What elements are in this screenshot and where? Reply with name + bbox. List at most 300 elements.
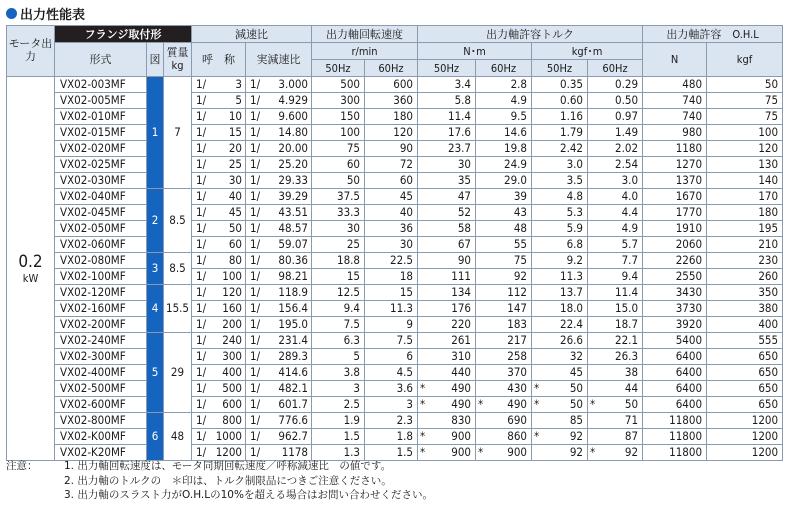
- nominal-ratio-value: 240: [222, 332, 243, 347]
- actual-ratio-cell: [246, 205, 312, 221]
- ohl-kgf-value: 75: [764, 92, 779, 107]
- table-row: [7, 285, 783, 301]
- speed-60hz-value: 6: [406, 348, 414, 363]
- ohl-kgf-cell: [707, 365, 783, 381]
- torque-nm-50hz-cell: [418, 125, 476, 141]
- speed-60hz-value: 1.5: [396, 444, 414, 459]
- model-name: VX02-040MF: [60, 188, 126, 203]
- actual-ratio-cell: [246, 189, 312, 205]
- nominal-ratio-value: 60: [228, 236, 243, 251]
- ratio-prefix: 1/: [196, 124, 207, 139]
- speed-60hz-value: 120: [393, 124, 414, 139]
- nominal-ratio-value: 10: [228, 108, 243, 123]
- ohl-n-value: 11800: [669, 428, 703, 443]
- section-title-text: 出力性能表: [20, 8, 86, 23]
- figure-number: 6: [151, 428, 159, 443]
- speed-60hz-value: 22.5: [389, 252, 414, 267]
- table-row: [7, 173, 783, 189]
- torque-nm-50hz-value: 900: [451, 444, 472, 459]
- ratio-prefix: 1/: [196, 220, 207, 235]
- ohl-kgf-cell: [707, 205, 783, 221]
- speed-60hz-cell: [365, 109, 418, 125]
- torque-nm-50hz-value: 67: [457, 236, 472, 251]
- speed-60hz-cell: [365, 125, 418, 141]
- model-cell: [55, 285, 147, 301]
- nominal-ratio-cell: [192, 301, 246, 317]
- ohl-kgf-header: kgf: [707, 43, 783, 77]
- nominal-ratio-value: 1000: [215, 428, 243, 443]
- torque-nm-50hz-cell: [418, 253, 476, 269]
- torque-nm-50hz-value: 490: [451, 380, 472, 395]
- ratio-prefix: 1/: [196, 76, 207, 91]
- torque-kgf-60hz-value: 87: [624, 428, 639, 443]
- speed-50hz-value: 3: [353, 380, 361, 395]
- ratio-prefix: 1/: [196, 252, 207, 267]
- torque-nm-50hz-cell: [418, 205, 476, 221]
- speed-60hz-value: 7.5: [396, 332, 414, 347]
- torque-nm-60hz-value: 48: [513, 220, 528, 235]
- figure-cell: [147, 253, 164, 285]
- torque-nm-50hz-value: 111: [451, 268, 472, 283]
- actual-ratio-cell: [246, 333, 312, 349]
- torque-kgf-50hz-cell: [532, 109, 588, 125]
- torque-nm-50hz-value: 58: [457, 220, 472, 235]
- speed-50hz-value: 33.3: [336, 204, 361, 219]
- torque-kgf-60hz-value: 26.3: [615, 348, 639, 363]
- actual-ratio-value: 4.929: [278, 92, 309, 107]
- torque-kgf-60hz-cell: [588, 333, 643, 349]
- nominal-ratio-cell: [192, 285, 246, 301]
- speed-50hz-cell: [312, 93, 365, 109]
- torque-limit-mark: *: [478, 396, 484, 411]
- speed-50hz-cell: [312, 349, 365, 365]
- motor-output-header: モータ出力: [7, 26, 55, 77]
- actual-ratio-value: 156.4: [278, 300, 309, 315]
- notes: [6, 459, 433, 503]
- torque-nm-60hz-cell: [476, 77, 532, 93]
- note-row: [6, 459, 433, 474]
- ohl-n-cell: [643, 381, 707, 397]
- torque-kgf-50hz-cell: [532, 237, 588, 253]
- ohl-kgf-value: 170: [758, 188, 779, 203]
- torque-kgf-60hz-cell: [588, 237, 643, 253]
- actual-ratio-value: 482.1: [278, 380, 309, 395]
- torque-kgf-60hz-cell: [588, 317, 643, 333]
- ratio-prefix: 1/: [250, 124, 261, 139]
- torque-kgf-50hz-cell: [532, 269, 588, 285]
- speed-60hz-cell: [365, 429, 418, 445]
- torque-nm-50hz-value: 17.6: [447, 124, 472, 139]
- table-row: [7, 381, 783, 397]
- table-row: [7, 333, 783, 349]
- torque-kgf-50hz-value: 0.35: [559, 76, 584, 91]
- motor-output-cell: [7, 77, 55, 461]
- torque-kgf-60hz-cell: [588, 301, 643, 317]
- actual-ratio-cell: [246, 381, 312, 397]
- speed-unit-header: r/min: [312, 43, 418, 60]
- torque-nm-60hz-cell: [476, 221, 532, 237]
- speed-50hz-cell: [312, 269, 365, 285]
- nominal-ratio-value: 800: [222, 412, 243, 427]
- speed-60hz-value: 11.3: [389, 300, 414, 315]
- ohl-n-value: 1180: [675, 140, 703, 155]
- model-cell: [55, 93, 147, 109]
- model-cell: [55, 157, 147, 173]
- model-cell: [55, 333, 147, 349]
- torque-nm-50hz-value: 52: [457, 204, 472, 219]
- torque-nm-50hz-cell: [418, 189, 476, 205]
- torque-kgf-50hz-cell: [532, 141, 588, 157]
- nominal-ratio-cell: [192, 125, 246, 141]
- mass-cell: [164, 285, 192, 333]
- actual-ratio-value: 776.6: [278, 412, 309, 427]
- ohl-kgf-cell: [707, 253, 783, 269]
- speed-60hz-cell: [365, 189, 418, 205]
- speed-60hz-value: 600: [393, 76, 414, 91]
- torque-kgf-60hz-value: 18.7: [615, 316, 639, 331]
- speed-50hz-cell: [312, 285, 365, 301]
- model-name: VX02-K00MF: [60, 428, 126, 443]
- section-title: [6, 4, 85, 23]
- torque-nm-60hz-value: 19.8: [503, 140, 528, 155]
- torque-nm-60hz-value: 147: [507, 300, 528, 315]
- torque-kgf-50hz-cell: [532, 413, 588, 429]
- speed-50hz-value: 2.5: [343, 396, 361, 411]
- model-name: VX02-025MF: [60, 156, 126, 171]
- model-name: VX02-200MF: [60, 316, 126, 331]
- speed-60hz-cell: [365, 381, 418, 397]
- model-name: VX02-240MF: [60, 332, 126, 347]
- model-name: VX02-050MF: [60, 220, 126, 235]
- speed-50hz-cell: [312, 301, 365, 317]
- torque-kgf-60hz-value: 2.54: [615, 156, 639, 171]
- nominal-ratio-value: 20: [228, 140, 243, 155]
- torque-kgf-50hz-cell: [532, 157, 588, 173]
- torque-nm-50hz-cell: [418, 365, 476, 381]
- actual-ratio-value: 20.00: [278, 140, 309, 155]
- table-row: [7, 205, 783, 221]
- actual-ratio-cell: [246, 413, 312, 429]
- ratio-prefix: 1/: [250, 188, 261, 203]
- nominal-ratio-value: 400: [222, 364, 243, 379]
- speed-50hz-value: 300: [340, 92, 361, 107]
- speed-60hz-value: 360: [393, 92, 414, 107]
- torque-nm-50hz-cell: [418, 77, 476, 93]
- ratio-prefix: 1/: [250, 204, 261, 219]
- ohl-kgf-cell: [707, 93, 783, 109]
- torque-limit-mark: *: [420, 380, 426, 395]
- torque-nm-60hz-value: 370: [507, 364, 528, 379]
- torque-kgf-60hz-cell: [588, 381, 643, 397]
- model-name: VX02-100MF: [60, 268, 126, 283]
- model-name: VX02-120MF: [60, 284, 126, 299]
- ohl-n-cell: [643, 109, 707, 125]
- table-row: [7, 365, 783, 381]
- ohl-kgf-cell: [707, 429, 783, 445]
- model-name: VX02-003MF: [60, 76, 126, 91]
- model-cell: [55, 269, 147, 285]
- nominal-ratio-cell: [192, 189, 246, 205]
- speed-50hz-value: 7.5: [343, 316, 361, 331]
- torque-nm-50hz-cell: [418, 413, 476, 429]
- mass-label: 質量: [166, 45, 189, 59]
- speed-50hz-cell: [312, 109, 365, 125]
- ratio-prefix: 1/: [250, 380, 261, 395]
- ohl-n-cell: [643, 157, 707, 173]
- torque-kgf-50hz-value: 2.42: [559, 140, 584, 155]
- speed-50hz-value: 500: [340, 76, 361, 91]
- nominal-ratio-value: 45: [228, 204, 243, 219]
- torque-kgf-60hz-cell: [588, 365, 643, 381]
- speed-60hz-cell: [365, 365, 418, 381]
- speed-60hz-value: 36: [399, 220, 414, 235]
- ohl-n-value: 6400: [675, 380, 703, 395]
- model-cell: [55, 317, 147, 333]
- ohl-kgf-value: 195: [758, 220, 779, 235]
- ohl-n-cell: [643, 93, 707, 109]
- torque-kgf-50hz-cell: [532, 173, 588, 189]
- speed-60hz-value: 72: [399, 156, 414, 171]
- actual-ratio-value: 231.4: [278, 332, 309, 347]
- speed-50hz-cell: [312, 141, 365, 157]
- torque-kgf-50hz-value: 4.8: [566, 188, 584, 203]
- torque-kgf-50hz-value: 26.6: [559, 332, 584, 347]
- ratio-prefix: 1/: [250, 76, 261, 91]
- ohl-n-cell: [643, 125, 707, 141]
- torque-nm-50hz-cell: [418, 141, 476, 157]
- torque-kgf-50hz-cell: [532, 189, 588, 205]
- torque-nm-50hz-value: 47: [457, 188, 472, 203]
- nominal-ratio-value: 160: [222, 300, 243, 315]
- speed-60hz-cell: [365, 93, 418, 109]
- nominal-ratio-cell: [192, 269, 246, 285]
- torque-nm-60hz-cell: [476, 445, 532, 461]
- torque-nm-60hz-cell: [476, 381, 532, 397]
- ohl-n-header: N: [643, 43, 707, 77]
- table-row: [7, 141, 783, 157]
- ratio-prefix: 1/: [250, 300, 261, 315]
- actual-ratio-value: 98.21: [278, 268, 309, 283]
- speed-60hz-value: 1.8: [396, 428, 414, 443]
- torque-nm-50hz-cell: [418, 429, 476, 445]
- torque-kgf-60hz-cell: [588, 445, 643, 461]
- model-cell: [55, 413, 147, 429]
- model-cell: [55, 253, 147, 269]
- speed-50hz-value: 50: [346, 172, 361, 187]
- ohl-kgf-cell: [707, 381, 783, 397]
- torque-nm-60hz-value: 14.6: [503, 124, 528, 139]
- ratio-prefix: 1/: [196, 204, 207, 219]
- ratio-prefix: 1/: [250, 412, 261, 427]
- table-row: [7, 93, 783, 109]
- nominal-ratio-cell: [192, 397, 246, 413]
- ohl-kgf-cell: [707, 301, 783, 317]
- speed-60hz-cell: [365, 157, 418, 173]
- speed-50hz-value: 15: [346, 268, 361, 283]
- speed-50hz-value: 3.8: [343, 364, 361, 379]
- torque-nm-60hz-value: 2.8: [510, 76, 528, 91]
- torque-kgf-header: kgf･m: [532, 43, 643, 60]
- nominal-ratio-cell: [192, 221, 246, 237]
- ohl-kgf-cell: [707, 157, 783, 173]
- torque-nm-60hz-value: 217: [507, 332, 528, 347]
- speed-50hz-cell: [312, 221, 365, 237]
- torque-nm-60hz-cell: [476, 237, 532, 253]
- torque-nm-60hz-value: 112: [507, 284, 528, 299]
- torque-nm-60hz-value: 690: [507, 412, 528, 427]
- mass-value: 7: [174, 124, 181, 139]
- speed-50hz-value: 75: [346, 140, 361, 155]
- actual-ratio-header: 実減速比: [246, 43, 312, 77]
- actual-ratio-cell: [246, 253, 312, 269]
- torque-kgf-50hz-cell: [532, 253, 588, 269]
- torque-nm-60hz-cell: [476, 365, 532, 381]
- torque-nm-60hz-cell: [476, 173, 532, 189]
- nominal-ratio-cell: [192, 77, 246, 93]
- ohl-n-value: 1370: [675, 172, 703, 187]
- torque-nm-60hz-cell: [476, 109, 532, 125]
- actual-ratio-cell: [246, 109, 312, 125]
- ratio-prefix: 1/: [250, 140, 261, 155]
- torque-nm-50hz-value: 900: [451, 428, 472, 443]
- ohl-n-value: 1770: [675, 204, 703, 219]
- ohl-kgf-cell: [707, 349, 783, 365]
- speed-50hz-value: 60: [346, 156, 361, 171]
- torque-nm-60hz-cell: [476, 429, 532, 445]
- model-name: VX02-500MF: [60, 380, 126, 395]
- nominal-header: 呼 称: [192, 43, 246, 77]
- torque-nm-60hz-cell: [476, 141, 532, 157]
- motor-output-value: 0.2: [18, 251, 43, 272]
- actual-ratio-cell: [246, 173, 312, 189]
- ohl-n-cell: [643, 173, 707, 189]
- actual-ratio-value: 1178: [281, 444, 309, 459]
- mass-value: 8.5: [169, 212, 186, 227]
- ratio-prefix: 1/: [196, 236, 207, 251]
- torque-nm-50hz-value: 134: [451, 284, 472, 299]
- ratio-prefix: 1/: [196, 284, 207, 299]
- figure-cell: [147, 413, 164, 461]
- torque-nm-50hz-value: 490: [451, 396, 472, 411]
- ohl-kgf-value: 140: [758, 172, 779, 187]
- speed-60hz-value: 90: [399, 140, 414, 155]
- torque-kgf-50hz-cell: [532, 429, 588, 445]
- ohl-kgf-cell: [707, 77, 783, 93]
- torque-nm-50hz-value: 176: [451, 300, 472, 315]
- ohl-n-value: 2260: [675, 252, 703, 267]
- torque-nm-50hz-value: 830: [451, 412, 472, 427]
- ohl-kgf-value: 230: [758, 252, 779, 267]
- speed-50hz-value: 25: [346, 236, 361, 251]
- torque-kgf-60hz-cell: [588, 269, 643, 285]
- ratio-prefix: 1/: [196, 380, 207, 395]
- nominal-ratio-value: 300: [222, 348, 243, 363]
- ohl-n-cell: [643, 317, 707, 333]
- figure-cell: [147, 77, 164, 189]
- torque-nm-60hz-value: 55: [513, 236, 528, 251]
- ratio-prefix: 1/: [250, 348, 261, 363]
- torque-kgf-50hz-cell: [532, 221, 588, 237]
- torque-kgf-60hz-value: 4.4: [621, 204, 639, 219]
- ratio-prefix: 1/: [250, 156, 261, 171]
- ohl-kgf-cell: [707, 317, 783, 333]
- torque-nm-60hz-cell: [476, 157, 532, 173]
- torque-kgf-50hz-cell: [532, 397, 588, 413]
- ratio-prefix: 1/: [196, 316, 207, 331]
- torque-nm-50hz-value: 310: [451, 348, 472, 363]
- speed-60hz-cell: [365, 317, 418, 333]
- ohl-n-value: 3430: [675, 284, 703, 299]
- speed-60hz-cell: [365, 77, 418, 93]
- ohl-n-cell: [643, 269, 707, 285]
- actual-ratio-cell: [246, 397, 312, 413]
- ohl-kgf-cell: [707, 109, 783, 125]
- speed-60hz-cell: [365, 413, 418, 429]
- nominal-ratio-value: 200: [222, 316, 243, 331]
- model-name: VX02-600MF: [60, 396, 126, 411]
- torque-kgf-50hz-cell: [532, 93, 588, 109]
- torque-kgf-60hz-value: 38: [624, 364, 639, 379]
- ohl-n-cell: [643, 349, 707, 365]
- torque-limit-mark: *: [534, 380, 540, 395]
- torque-nm-50hz-value: 3.4: [454, 76, 472, 91]
- bullet-dot-icon: [6, 8, 17, 19]
- torque-kgf-60hz-value: 15.0: [615, 300, 639, 315]
- torque-kgf-50hz-value: 1.79: [559, 124, 584, 139]
- speed-50hz-value: 1.5: [343, 428, 361, 443]
- torque-nm-60hz-value: 183: [507, 316, 528, 331]
- speed-60hz-cell: [365, 333, 418, 349]
- ohl-n-value: 980: [682, 124, 703, 139]
- speed-60hz-cell: [365, 237, 418, 253]
- nominal-ratio-cell: [192, 381, 246, 397]
- torque-kgf-50hz-cell: [532, 365, 588, 381]
- torque-nm-60hz-value: 39: [513, 188, 528, 203]
- ratio-prefix: 1/: [250, 332, 261, 347]
- speed-50hz-value: 6.3: [343, 332, 361, 347]
- speed-60hz-value: 60: [399, 172, 414, 187]
- ohl-n-value: 480: [682, 76, 703, 91]
- actual-ratio-cell: [246, 157, 312, 173]
- ohl-kgf-cell: [707, 269, 783, 285]
- table-row: [7, 349, 783, 365]
- nominal-ratio-value: 30: [228, 172, 243, 187]
- model-cell: [55, 141, 147, 157]
- torque-nm-50hz-cell: [418, 173, 476, 189]
- torque-kgf-50hz-cell: [532, 381, 588, 397]
- torque-nm-60hz-value: 92: [513, 268, 528, 283]
- speed-50hz-value: 5: [353, 348, 361, 363]
- figure-number: 4: [151, 300, 159, 315]
- torque-kgf-60hz-value: 4.9: [621, 220, 639, 235]
- torque-nm-60hz-cell: [476, 301, 532, 317]
- model-name: VX02-160MF: [60, 300, 126, 315]
- ratio-prefix: 1/: [196, 348, 207, 363]
- ohl-kgf-value: 130: [758, 156, 779, 171]
- torque-kgf-60hz-value: 5.7: [621, 236, 639, 251]
- ohl-n-cell: [643, 77, 707, 93]
- model-cell: [55, 301, 147, 317]
- table-row: [7, 413, 783, 429]
- torque-nm-50hz-cell: [418, 333, 476, 349]
- speed-60hz-cell: [365, 221, 418, 237]
- torque-nm-60hz-value: 29.0: [503, 172, 528, 187]
- torque-kgf-60hz-cell: [588, 429, 643, 445]
- ohl-kgf-value: 120: [758, 140, 779, 155]
- torque-kgf-60hz-value: 0.29: [615, 76, 639, 91]
- model-name: VX02-010MF: [60, 108, 126, 123]
- actual-ratio-value: 25.20: [278, 156, 309, 171]
